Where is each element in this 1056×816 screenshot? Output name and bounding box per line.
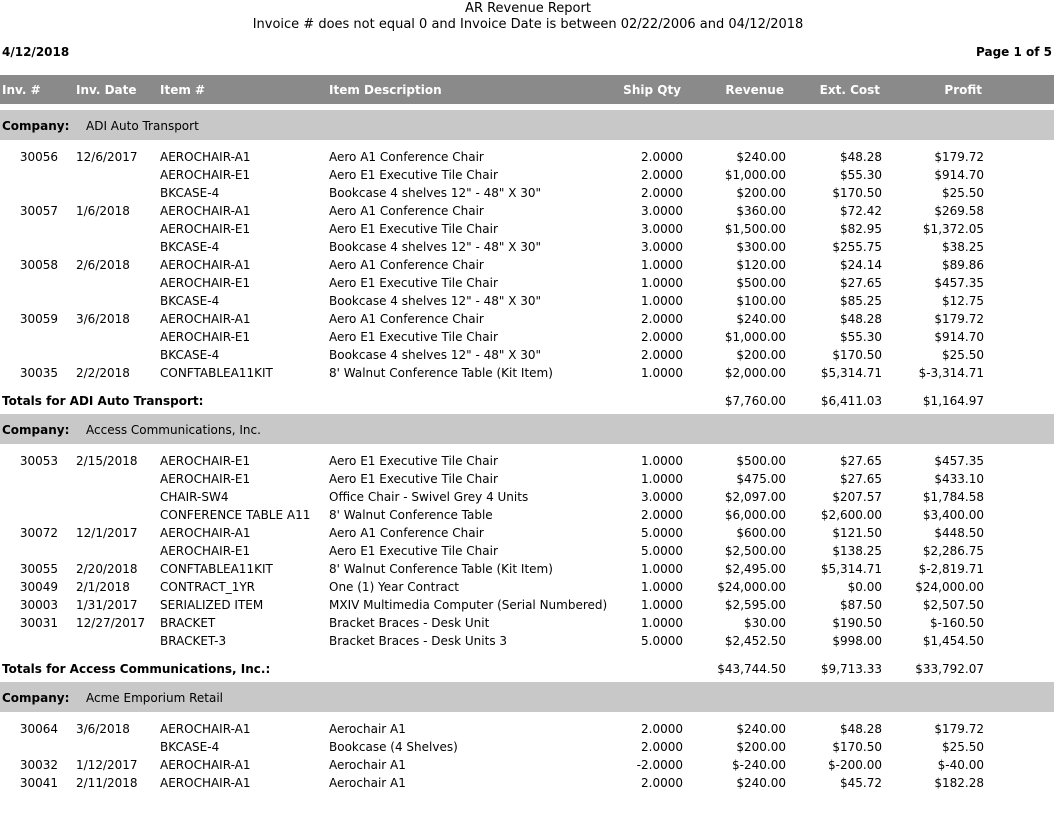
cell-qty: 2.0000 — [641, 508, 683, 522]
cell-item: CONTRACT_1YR — [160, 580, 255, 594]
cell-revenue: $24,000.00 — [717, 580, 786, 594]
company-header — [0, 682, 1054, 712]
table-row — [0, 346, 1056, 364]
col-date-header: Inv. Date — [76, 83, 137, 97]
cell-item: AEROCHAIR-A1 — [160, 776, 251, 790]
table-row — [0, 560, 1056, 578]
column-header-bar — [0, 75, 1054, 104]
cell-item: BKCASE-4 — [160, 348, 220, 362]
cell-inv: 30072 — [19, 526, 58, 540]
company-header — [0, 110, 1054, 140]
cell-profit: $89.86 — [942, 258, 984, 272]
table-row — [0, 470, 1056, 488]
table-row — [0, 166, 1056, 184]
cell-cost: $255.75 — [832, 240, 882, 254]
cell-revenue: $120.00 — [736, 258, 786, 272]
cell-inv: 30041 — [19, 776, 58, 790]
cell-item: AEROCHAIR-A1 — [160, 526, 251, 540]
cell-inv: 30057 — [19, 204, 58, 218]
cell-date: 2/1/2018 — [76, 580, 130, 594]
cell-qty: 5.0000 — [641, 526, 683, 540]
cell-revenue: $200.00 — [736, 186, 786, 200]
cell-cost: $0.00 — [847, 580, 882, 594]
cell-revenue: $475.00 — [736, 472, 786, 486]
cell-qty: 5.0000 — [641, 544, 683, 558]
cell-item: AEROCHAIR-E1 — [160, 168, 251, 182]
cell-qty: 1.0000 — [641, 366, 683, 380]
cell-profit: $-40.00 — [937, 758, 984, 772]
cell-inv: 30055 — [19, 562, 58, 576]
cell-cost: $2,600.00 — [820, 508, 882, 522]
total-cost: $6,411.03 — [820, 394, 882, 408]
total-revenue: $7,760.00 — [724, 394, 786, 408]
cell-revenue: $1,000.00 — [724, 168, 786, 182]
col-profit-header: Profit — [944, 83, 982, 97]
report-criteria: Invoice # does not equal 0 and Invoice Date is between 02/22/2006 and 04/12/2018 — [252, 17, 804, 32]
totals-label: Totals for ADI Auto Transport: — [2, 394, 204, 408]
table-row — [0, 202, 1056, 220]
cell-revenue: $200.00 — [736, 348, 786, 362]
cell-revenue: $1,500.00 — [724, 222, 786, 236]
cell-revenue: $-240.00 — [732, 758, 786, 772]
cell-desc: Bookcase 4 shelves 12" - 48" X 30" — [329, 348, 542, 362]
cell-revenue: $240.00 — [736, 150, 786, 164]
cell-qty: 5.0000 — [641, 634, 683, 648]
company-label: Company: — [2, 119, 70, 133]
cell-cost: $87.50 — [840, 598, 882, 612]
cell-revenue: $2,500.00 — [724, 544, 786, 558]
cell-inv: 30035 — [19, 366, 58, 380]
cell-qty: 1.0000 — [641, 454, 683, 468]
col-qty-header: Ship Qty — [623, 83, 681, 97]
cell-cost: $5,314.71 — [820, 562, 882, 576]
cell-qty: 1.0000 — [641, 258, 683, 272]
col-inv-header: Inv. # — [2, 83, 41, 97]
cell-desc: Aero E1 Executive Tile Chair — [329, 222, 498, 236]
cell-item: AEROCHAIR-A1 — [160, 258, 251, 272]
cell-profit: $1,784.58 — [922, 490, 984, 504]
cell-qty: 2.0000 — [641, 186, 683, 200]
table-row — [0, 542, 1056, 560]
cell-desc: Aero A1 Conference Chair — [329, 312, 484, 326]
cell-profit: $24,000.00 — [915, 580, 984, 594]
table-row — [0, 596, 1056, 614]
cell-profit: $457.35 — [934, 454, 984, 468]
cell-cost: $-200.00 — [828, 758, 882, 772]
cell-cost: $5,314.71 — [820, 366, 882, 380]
cell-cost: $55.30 — [840, 168, 882, 182]
table-row — [0, 614, 1056, 632]
cell-item: AEROCHAIR-A1 — [160, 758, 251, 772]
cell-qty: 2.0000 — [641, 776, 683, 790]
cell-profit: $269.58 — [934, 204, 984, 218]
cell-profit: $457.35 — [934, 276, 984, 290]
cell-item: SERIALIZED ITEM — [160, 598, 264, 612]
cell-revenue: $1,000.00 — [724, 330, 786, 344]
cell-cost: $48.28 — [840, 722, 882, 736]
cell-desc: Bracket Braces - Desk Unit — [329, 616, 490, 630]
cell-item: AEROCHAIR-A1 — [160, 312, 251, 326]
cell-qty: 1.0000 — [641, 562, 683, 576]
cell-revenue: $240.00 — [736, 776, 786, 790]
cell-qty: 2.0000 — [641, 150, 683, 164]
cell-desc: Bracket Braces - Desk Units 3 — [329, 634, 508, 648]
cell-cost: $170.50 — [832, 186, 882, 200]
col-item-header: Item # — [160, 83, 206, 97]
cell-desc: Bookcase 4 shelves 12" - 48" X 30" — [329, 294, 542, 308]
company-name: Acme Emporium Retail — [86, 691, 223, 705]
cell-revenue: $300.00 — [736, 240, 786, 254]
cell-inv: 30059 — [19, 312, 58, 326]
cell-cost: $48.28 — [840, 312, 882, 326]
cell-desc: Aerochair A1 — [329, 776, 406, 790]
cell-item: AEROCHAIR-E1 — [160, 454, 251, 468]
cell-revenue: $600.00 — [736, 526, 786, 540]
table-row — [0, 310, 1056, 328]
table-row — [0, 524, 1056, 542]
cell-cost: $170.50 — [832, 740, 882, 754]
cell-revenue: $500.00 — [736, 454, 786, 468]
cell-desc: Bookcase 4 shelves 12" - 48" X 30" — [329, 186, 542, 200]
cell-desc: 8' Walnut Conference Table — [329, 508, 493, 522]
total-profit: $33,792.07 — [915, 662, 984, 676]
cell-revenue: $200.00 — [736, 740, 786, 754]
company-label: Company: — [2, 691, 70, 705]
cell-cost: $24.14 — [840, 258, 882, 272]
cell-cost: $72.42 — [840, 204, 882, 218]
cell-profit: $179.72 — [934, 150, 984, 164]
table-row — [0, 578, 1056, 596]
col-cost-header: Ext. Cost — [819, 83, 880, 97]
cell-date: 12/27/2017 — [76, 616, 146, 630]
cell-date: 12/6/2017 — [76, 150, 138, 164]
cell-date: 1/6/2018 — [76, 204, 130, 218]
table-row — [0, 488, 1056, 506]
cell-date: 3/6/2018 — [76, 722, 130, 736]
cell-revenue: $240.00 — [736, 312, 786, 326]
cell-desc: Aero E1 Executive Tile Chair — [329, 472, 498, 486]
cell-qty: 2.0000 — [641, 740, 683, 754]
cell-desc: Bookcase 4 shelves 12" - 48" X 30" — [329, 240, 542, 254]
cell-qty: 1.0000 — [641, 598, 683, 612]
cell-profit: $1,454.50 — [922, 634, 984, 648]
cell-desc: Aero A1 Conference Chair — [329, 204, 484, 218]
report-title: AR Revenue Report — [465, 1, 591, 16]
run-date: 4/12/2018 — [2, 45, 70, 59]
cell-revenue: $2,452.50 — [724, 634, 786, 648]
cell-revenue: $100.00 — [736, 294, 786, 308]
cell-inv: 30053 — [19, 454, 58, 468]
cell-revenue: $2,595.00 — [724, 598, 786, 612]
cell-cost: $207.57 — [832, 490, 882, 504]
table-row — [0, 148, 1056, 166]
cell-qty: 2.0000 — [641, 168, 683, 182]
cell-desc: Aero E1 Executive Tile Chair — [329, 276, 498, 290]
cell-qty: 1.0000 — [641, 294, 683, 308]
cell-cost: $48.28 — [840, 150, 882, 164]
cell-revenue: $6,000.00 — [724, 508, 786, 522]
totals-label: Totals for Access Communications, Inc.: — [2, 662, 271, 676]
table-row — [0, 220, 1056, 238]
total-cost: $9,713.33 — [820, 662, 882, 676]
cell-profit: $-160.50 — [930, 616, 984, 630]
cell-profit: $179.72 — [934, 722, 984, 736]
cell-item: AEROCHAIR-E1 — [160, 472, 251, 486]
cell-item: BKCASE-4 — [160, 240, 220, 254]
table-row — [0, 256, 1056, 274]
cell-profit: $448.50 — [934, 526, 984, 540]
cell-item: AEROCHAIR-E1 — [160, 222, 251, 236]
cell-cost: $85.25 — [840, 294, 882, 308]
cell-profit: $12.75 — [942, 294, 984, 308]
cell-date: 2/15/2018 — [76, 454, 138, 468]
cell-profit: $25.50 — [942, 348, 984, 362]
cell-desc: Aero E1 Executive Tile Chair — [329, 330, 498, 344]
cell-cost: $121.50 — [832, 526, 882, 540]
cell-qty: 2.0000 — [641, 348, 683, 362]
cell-profit: $433.10 — [934, 472, 984, 486]
cell-inv: 30049 — [19, 580, 58, 594]
cell-qty: 2.0000 — [641, 722, 683, 736]
cell-profit: $182.28 — [934, 776, 984, 790]
company-name: ADI Auto Transport — [86, 119, 199, 133]
cell-date: 2/6/2018 — [76, 258, 130, 272]
cell-desc: One (1) Year Contract — [329, 580, 459, 594]
page-indicator: Page 1 of 5 — [976, 45, 1052, 59]
company-totals-row — [0, 660, 1056, 678]
col-desc-header: Item Description — [329, 83, 442, 97]
cell-desc: Aerochair A1 — [329, 722, 406, 736]
table-row — [0, 720, 1056, 738]
cell-item: CHAIR-SW4 — [160, 490, 229, 504]
cell-inv: 30031 — [19, 616, 58, 630]
cell-cost: $27.65 — [840, 276, 882, 290]
cell-desc: MXIV Multimedia Computer (Serial Numbered) — [329, 598, 608, 612]
cell-item: BKCASE-4 — [160, 740, 220, 754]
cell-qty: 1.0000 — [641, 616, 683, 630]
cell-inv: 30064 — [19, 722, 58, 736]
cell-item: AEROCHAIR-A1 — [160, 204, 251, 218]
cell-desc: Aero E1 Executive Tile Chair — [329, 544, 498, 558]
cell-revenue: $2,495.00 — [724, 562, 786, 576]
cell-item: AEROCHAIR-E1 — [160, 544, 251, 558]
cell-revenue: $2,000.00 — [724, 366, 786, 380]
cell-profit: $1,372.05 — [922, 222, 984, 236]
cell-desc: 8' Walnut Conference Table (Kit Item) — [329, 562, 553, 576]
company-label: Company: — [2, 423, 70, 437]
cell-cost: $190.50 — [832, 616, 882, 630]
cell-cost: $45.72 — [840, 776, 882, 790]
cell-desc: Aerochair A1 — [329, 758, 406, 772]
cell-item: CONFTABLEA11KIT — [160, 366, 273, 380]
table-row — [0, 274, 1056, 292]
cell-cost: $27.65 — [840, 454, 882, 468]
cell-cost: $998.00 — [832, 634, 882, 648]
cell-qty: 3.0000 — [641, 240, 683, 254]
table-row — [0, 328, 1056, 346]
table-row — [0, 774, 1056, 792]
cell-profit: $3,400.00 — [922, 508, 984, 522]
cell-desc: 8' Walnut Conference Table (Kit Item) — [329, 366, 553, 380]
cell-date: 1/12/2017 — [76, 758, 138, 772]
cell-item: BKCASE-4 — [160, 186, 220, 200]
cell-qty: 1.0000 — [641, 472, 683, 486]
cell-revenue: $30.00 — [744, 616, 786, 630]
cell-desc: Aero A1 Conference Chair — [329, 150, 484, 164]
cell-desc: Office Chair - Swivel Grey 4 Units — [329, 490, 529, 504]
cell-item: BKCASE-4 — [160, 294, 220, 308]
cell-profit: $2,507.50 — [922, 598, 984, 612]
cell-cost: $138.25 — [832, 544, 882, 558]
cell-date: 2/11/2018 — [76, 776, 138, 790]
cell-date: 12/1/2017 — [76, 526, 138, 540]
cell-qty: 3.0000 — [641, 222, 683, 236]
cell-revenue: $500.00 — [736, 276, 786, 290]
cell-item: AEROCHAIR-E1 — [160, 330, 251, 344]
table-row — [0, 756, 1056, 774]
table-row — [0, 738, 1056, 756]
table-row — [0, 292, 1056, 310]
cell-cost: $27.65 — [840, 472, 882, 486]
cell-desc: Bookcase (4 Shelves) — [329, 740, 458, 754]
cell-desc: Aero A1 Conference Chair — [329, 526, 484, 540]
col-revenue-header: Revenue — [725, 83, 784, 97]
cell-profit: $38.25 — [942, 240, 984, 254]
cell-revenue: $2,097.00 — [724, 490, 786, 504]
cell-profit: $2,286.75 — [922, 544, 984, 558]
cell-desc: Aero E1 Executive Tile Chair — [329, 168, 498, 182]
cell-date: 1/31/2017 — [76, 598, 138, 612]
cell-profit: $914.70 — [934, 168, 984, 182]
table-row — [0, 452, 1056, 470]
cell-cost: $55.30 — [840, 330, 882, 344]
cell-inv: 30056 — [19, 150, 58, 164]
cell-qty: 3.0000 — [641, 490, 683, 504]
company-header — [0, 414, 1054, 444]
table-row — [0, 506, 1056, 524]
cell-item: AEROCHAIR-A1 — [160, 150, 251, 164]
cell-item: BRACKET — [160, 616, 216, 630]
cell-cost: $82.95 — [840, 222, 882, 236]
cell-qty: 3.0000 — [641, 204, 683, 218]
cell-item: AEROCHAIR-A1 — [160, 722, 251, 736]
cell-desc: Aero A1 Conference Chair — [329, 258, 484, 272]
cell-revenue: $240.00 — [736, 722, 786, 736]
cell-profit: $-3,314.71 — [918, 366, 984, 380]
cell-item: AEROCHAIR-E1 — [160, 276, 251, 290]
cell-qty: 2.0000 — [641, 312, 683, 326]
cell-revenue: $360.00 — [736, 204, 786, 218]
cell-item: CONFTABLEA11KIT — [160, 562, 273, 576]
table-row — [0, 364, 1056, 382]
cell-qty: 1.0000 — [641, 580, 683, 594]
company-totals-row — [0, 392, 1056, 410]
cell-cost: $170.50 — [832, 348, 882, 362]
cell-qty: 2.0000 — [641, 330, 683, 344]
table-row — [0, 632, 1056, 650]
cell-profit: $25.50 — [942, 186, 984, 200]
cell-inv: 30058 — [19, 258, 58, 272]
cell-item: CONFERENCE TABLE A11 — [160, 508, 311, 522]
cell-item: BRACKET-3 — [160, 634, 227, 648]
cell-profit: $25.50 — [942, 740, 984, 754]
cell-qty: 1.0000 — [641, 276, 683, 290]
table-row — [0, 238, 1056, 256]
cell-profit: $-2,819.71 — [918, 562, 984, 576]
table-row — [0, 184, 1056, 202]
cell-inv: 30003 — [19, 598, 58, 612]
cell-desc: Aero E1 Executive Tile Chair — [329, 454, 498, 468]
cell-date: 2/20/2018 — [76, 562, 138, 576]
cell-profit: $179.72 — [934, 312, 984, 326]
cell-inv: 30032 — [19, 758, 58, 772]
company-name: Access Communications, Inc. — [86, 423, 261, 437]
cell-qty: -2.0000 — [636, 758, 683, 772]
total-revenue: $43,744.50 — [717, 662, 786, 676]
cell-date: 3/6/2018 — [76, 312, 130, 326]
cell-date: 2/2/2018 — [76, 366, 130, 380]
cell-profit: $914.70 — [934, 330, 984, 344]
total-profit: $1,164.97 — [922, 394, 984, 408]
